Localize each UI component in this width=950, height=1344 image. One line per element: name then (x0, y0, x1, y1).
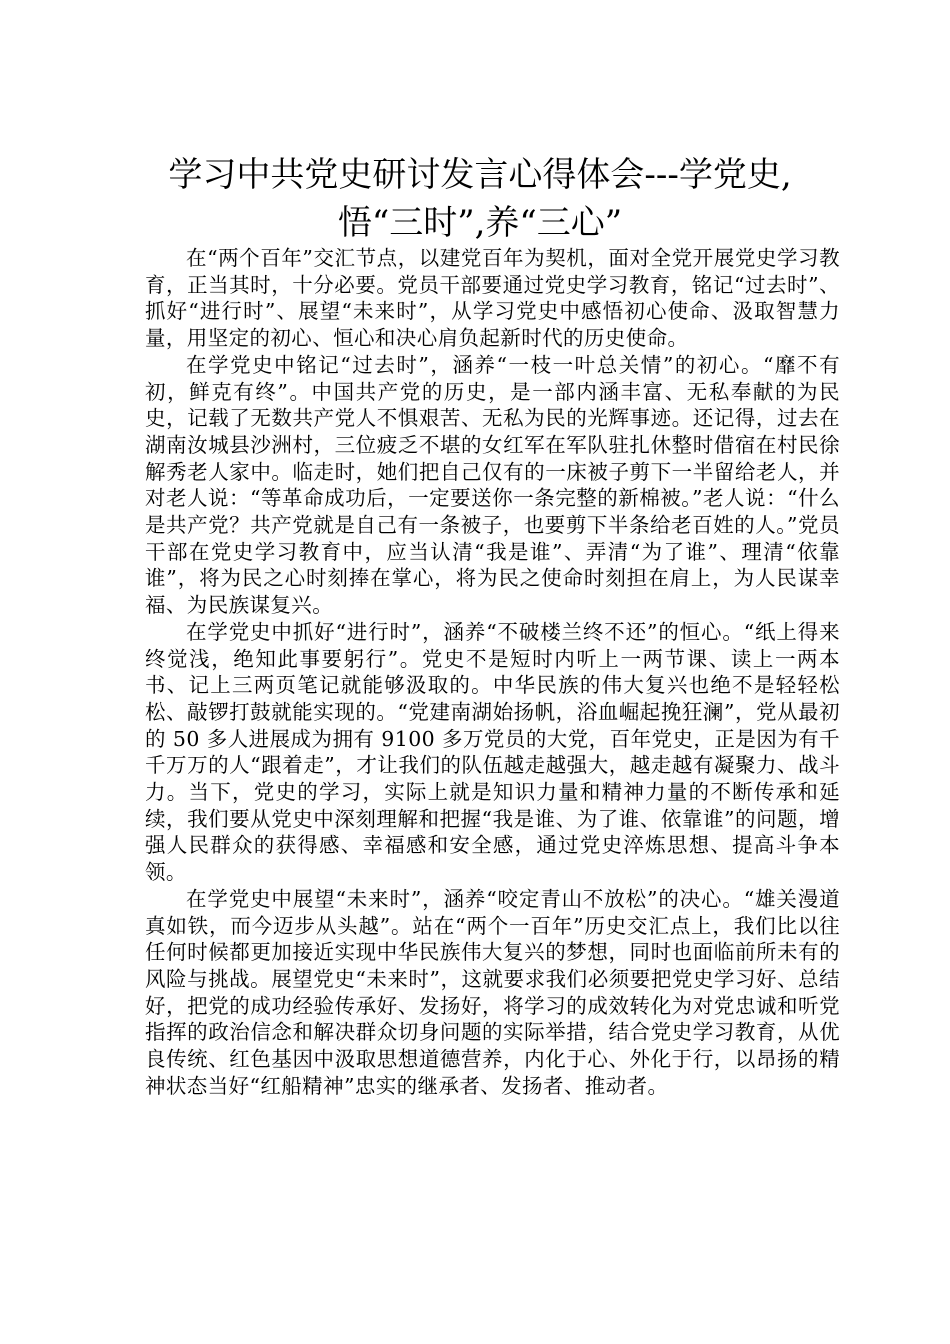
title-line-2: 悟“三时”,养“三心” (337, 202, 623, 243)
paragraph-present: 在学党史中抓好“进行时”，涵养“不破楼兰终不还”的恒心。“纸上得来终觉浅，绝知此事要躬行”。党史不是短时内听上一两节课、读上一两本书、记上三两页笔记就能够汲取的。中华民族的伟大复兴也绝不是轻轻松松、敲锣打鼓就能实现的。“党建南湖始扬帆，浴血崛起挽狂澜”，党从最初的 50 多人进展成为拥有 9100 多万党员的大党，百年党史，正是因为有千千万万的人“跟着走”，才让我们的队伍越走越强大，越走越有凝聚力、战斗力。当下，党史的学习，实际上就是知识力量和精神力量的不断传承和延续，我们要从党史中深刻理解和把握“我是谁、为了谁、依靠谁”的问题，增强人民群众的获得感、幸福感和安全感，通过党史淬炼思想、提高斗争本领。 (145, 619, 840, 885)
title-line-1: 学习中共党史研讨发言心得体会---学党史, (168, 154, 792, 195)
paragraph-past: 在学党史中铭记“过去时”，涵养“一枝一叶总关情”的初心。“靡不有初，鲜克有终”。中国共产党的历史，是一部内涵丰富、无私奉献的为民史，记载了无数共产党人不惧艰苦、无私为民的光辉事迹。还记得，过去在湖南汝城县沙洲村，三位疲乏不堪的女红军在军队驻扎休整时借宿在村民徐解秀老人家中。临走时，她们把自己仅有的一床被子剪下一半留给老人，并对老人说：“等革命成功后，一定要送你一条完整的新棉被。”老人说：“什么是共产党？共产党就是自己有一条被子，也要剪下半条给老百姓的人。”党员干部在党史学习教育中，应当认清“我是谁”、弄清“为了谁”、理清“依靠谁”，将为民之心时刻捧在掌心，将为民之使命时刻担在肩上，为人民谋幸福、为民族谋复兴。 (145, 352, 840, 618)
paragraph-intro: 在“两个百年”交汇节点，以建党百年为契机，面对全党开展党史学习教育，正当其时，十分必要。党员干部要通过党史学习教育，铭记“过去时”、抓好“进行时”、展望“未来时”，从学习党史中感悟初心使命、汲取智慧力量，用坚定的初心、恒心和决心肩负起新时代的历史使命。 (145, 246, 840, 351)
document-body (145, 245, 840, 1100)
paragraph-future: 在学党史中展望“未来时”，涵养“咬定青山不放松”的决心。“雄关漫道真如铁，而今迈步从头越”。站在“两个一百年”历史交汇点上，我们比以往任何时候都更加接近实现中华民族伟大复兴的梦想，同时也面临前所未有的风险与挑战。展望党史“未来时”，这就要求我们必须要把党史学习好、总结好，把党的成功经验传承好、发扬好，将学习的成效转化为对党忠诚和听党指挥的政治信念和解决群众切身问题的实际举措，结合党史学习教育，从优良传统、红色基因中汲取思想道德营养，内化于心、外化于行，以昂扬的精神状态当好“红船精神”忠实的继承者、发扬者、推动者。 (145, 886, 840, 1098)
page-title (140, 151, 820, 247)
